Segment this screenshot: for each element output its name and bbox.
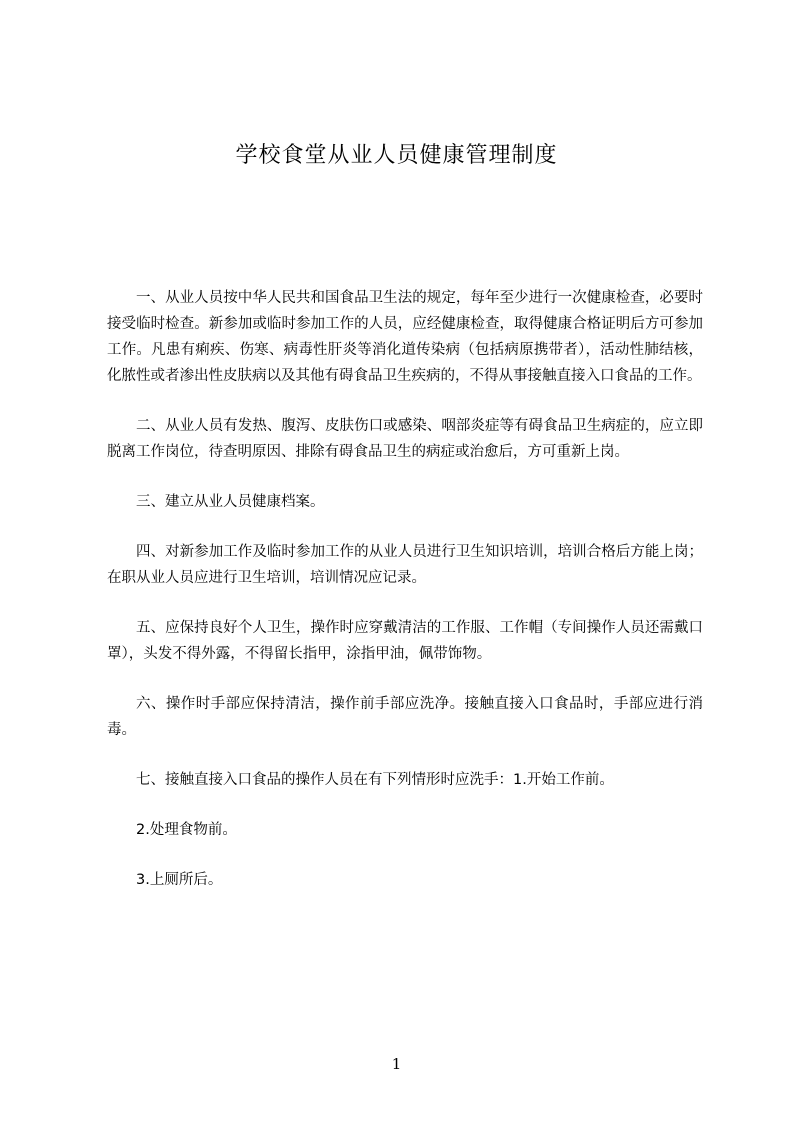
paragraph-7-hand-washing: 七、接触直接入口食品的操作人员在有下列情形时应洗手：1.开始工作前。 bbox=[136, 772, 614, 788]
paragraph-4-hygiene-training: 四、对新参加工作及临时参加工作的从业人员进行卫生知识培训，培训合格后方能上岗；在职从业人员应进行卫生培训，培训情况应记录。 bbox=[107, 544, 703, 586]
paragraph-3-health-records: 三、建立从业人员健康档案。 bbox=[136, 494, 325, 510]
list-item-before-food: 2.处理食物前。 bbox=[136, 822, 237, 838]
paragraph-1-health-check: 一、从业人员按中华人民共和国食品卫生法的规定，每年至少进行一次健康检查，必要时接受临时检查。新参加或临时参加工作的人员，应经健康检查，取得健康合格证明后方可参加工作。凡患有痢疾、伤寒、病毒性肝炎等消化道传染病（包括病原携带者），活动性肺结核，化脓性或者渗出性皮肤病以及其他有碍食品卫生疾病的，不得从事接触直接入口食品的工作。 bbox=[107, 290, 703, 384]
list-item-after-toilet: 3.上厕所后。 bbox=[136, 872, 223, 888]
paragraph-6-hand-cleaning: 六、操作时手部应保持清洁，操作前手部应洗净。接触直接入口食品时，手部应进行消毒。 bbox=[107, 696, 703, 738]
document-body bbox=[107, 285, 703, 917]
page-number: 1 bbox=[391, 1055, 402, 1073]
paragraph-5-personal-hygiene: 五、应保持良好个人卫生，操作时应穿戴清洁的工作服、工作帽（专间操作人员还需戴口罩），头发不得外露，不得留长指甲，涂指甲油，佩带饰物。 bbox=[107, 620, 703, 662]
document-title: 学校食堂从业人员健康管理制度 bbox=[235, 143, 558, 168]
paragraph-2-illness-removal: 二、从业人员有发热、腹泻、皮肤伤口或感染、咽部炎症等有碍食品卫生病症的，应立即脱离工作岗位，待查明原因、排除有碍食品卫生的病症或治愈后，方可重新上岗。 bbox=[107, 418, 703, 460]
